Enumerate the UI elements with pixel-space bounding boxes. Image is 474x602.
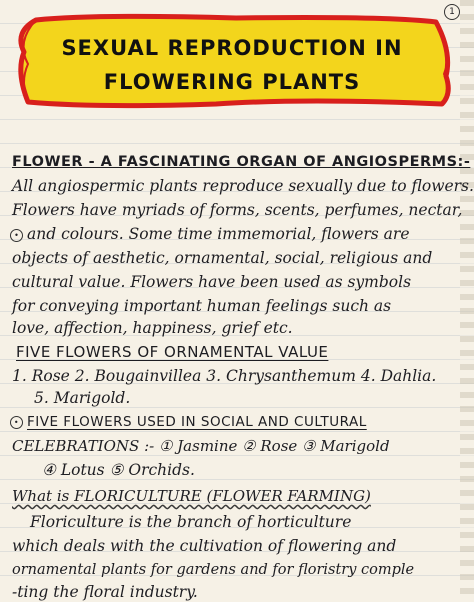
heading-flower: FLOWER - A FASCINATING ORGAN OF ANGIOSPERMS:- — [12, 154, 471, 170]
note-line: Floriculture is the branch of horticulture — [30, 513, 352, 531]
heading-ornamental: FIVE FLOWERS OF ORNAMENTAL VALUE — [16, 343, 329, 361]
note-line: which deals with the cultivation of flowering and — [12, 537, 397, 555]
note-line: for conveying important human feelings such as — [12, 297, 392, 315]
note-line — [10, 224, 410, 244]
heading-social-text: FIVE FLOWERS USED IN SOCIAL AND CULTURAL — [27, 414, 367, 430]
page-number: 1 — [444, 4, 460, 20]
banner-scroll-shape — [6, 12, 458, 112]
note-line: ornamental plants for gardens and for floristry comple — [12, 562, 415, 578]
note-line: 1. Rose 2. Bougainvillea 3. Chrysanthemum 4. Dahlia. — [12, 367, 437, 385]
title-banner — [6, 12, 458, 112]
note-line: 5. Marigold. — [34, 389, 131, 407]
heading-floriculture: What is FLORICULTURE (FLOWER FARMING) — [12, 487, 371, 505]
note-line: objects of aesthetic, ornamental, social, religious and — [12, 249, 433, 267]
bullet-mark-icon: • — [10, 416, 23, 429]
spiral-binding — [460, 0, 474, 598]
note-line: Flowers have myriads of forms, scents, perfumes, nectar, — [12, 201, 463, 219]
note-line: CELEBRATIONS :- ① Jasmine ② Rose ③ Marigold — [12, 437, 390, 455]
title-line-1: SEXUAL REPRODUCTION IN — [61, 36, 403, 60]
heading-social — [10, 412, 367, 432]
note-line: -ting the floral industry. — [12, 583, 198, 601]
note-line: cultural value. Flowers have been used as symbols — [12, 273, 412, 291]
note-line-text: and colours. Some time immemorial, flowers are — [27, 225, 410, 243]
note-line: All angiospermic plants reproduce sexually due to flowers. — [12, 177, 474, 195]
bullet-mark-icon: • — [10, 229, 23, 242]
title-line-2: FLOWERING PLANTS — [103, 70, 361, 94]
note-line: love, affection, happiness, grief etc. — [12, 319, 293, 337]
note-line: ④ Lotus ⑤ Orchids. — [42, 461, 195, 479]
